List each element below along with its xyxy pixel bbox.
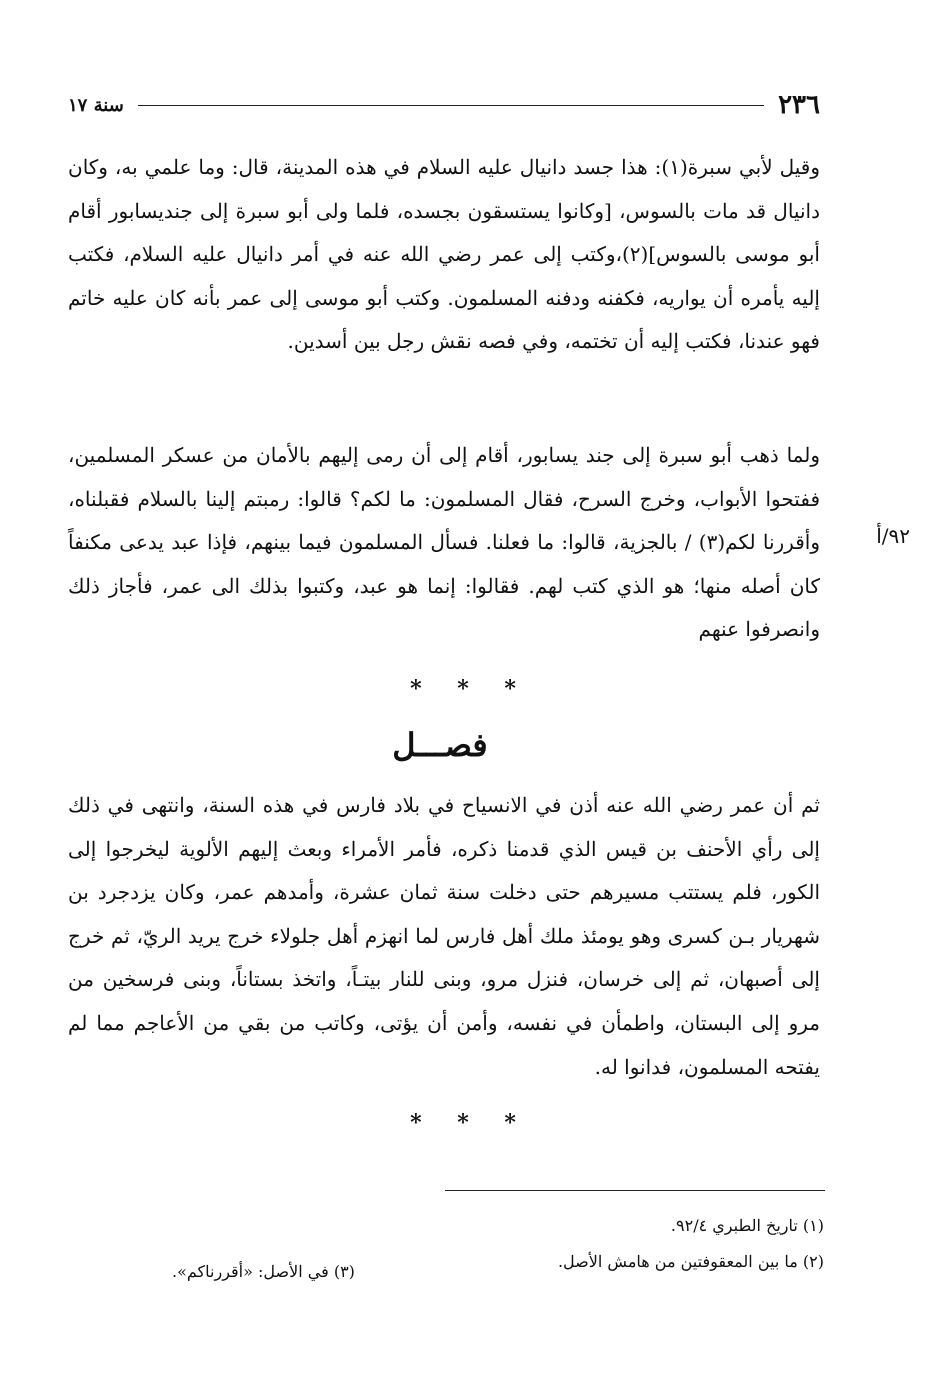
paragraph-insiyah: ثم أن عمر رضي الله عنه أذن في الانسياح في بلاد فارس في هذه السنة، وانتهى في ذلك إلى رأي الأحنف بن قيس الذي قدمنا ذكره، فأمر الأمراء وبعث إليهم الألوية ليخرجوا إلى الكور، فلم يستتب مسيرهم حتى دخلت سنة ثمان عشرة، وأمدهم عمر، وكان يزدجرد بن شهريار بـن كسرى وهو يومئذ ملك أهل فارس لما انهزم أهل جلولاء خرج يريد الريّ، ثم خرج إلى أصبهان، ثم إلى خرسان، فنزل مرو، وبنى للنار بيتـاً، واتخذ بستاناً، وبنى فرسخين من مرو إلى البستان، واطمأن في نفسه، وأمن أن يؤتى، وكاتب من بقي من الأعاجم مما لم يفتحه المسلمون، فدانوا له. xyxy=(68,793,820,1079)
footnote-3: (٣) في الأصل: «أقررناكم». xyxy=(172,1262,355,1281)
header-rule xyxy=(138,105,764,106)
footnote-2: (٢) ما بين المعقوفتين من هامش الأصل. xyxy=(557,1252,824,1271)
page-number: ٢٣٦ xyxy=(778,90,820,120)
running-head: سنة ١٧ xyxy=(68,94,124,116)
paragraph-jundisabur: ولما ذهب أبو سبرة إلى جند يسابور، أقام إلى أن رمى إليهم بالأمان من عسكر المسلمين، ففتحوا الأبواب، وخرج السرح، فقال المسلمون: ما لكم؟ قالوا: رمبتم إلينا بالسلام فقبلناه، وأقررنا لكم(٣) / بالجزية، قالوا: ما فعلنا. فسأل المسلمون فيما بينهم، فإذا عبد يدعى مكنفاً كان أصله منها؛ هو الذي كتب لهم. فقالوا: إنما هو عبد، وكتبوا بذلك الى عمر، فأجاز ذلك وانصرفوا عنهم xyxy=(68,443,820,642)
footnote-1: (١) تاريخ الطبري ٩٢/٤. xyxy=(670,1216,824,1235)
page-header xyxy=(68,88,820,122)
manuscript-folio-ref: ٩٢/أ xyxy=(876,524,910,548)
section-separator: * * * xyxy=(410,676,530,702)
footnote-rule xyxy=(445,1190,825,1191)
section-separator-2: * * * xyxy=(410,1110,530,1136)
section-heading: فصـــل xyxy=(392,726,488,764)
paragraph-danial: وقيل لأبي سبرة(١): هذا جسد دانيال عليه السلام في هذه المدينة، قال: وما علمي به، وكان دانيال قد مات بالسوس، [وكانوا يستسقون بجسده، فلما ولى أبو سبرة إلى جنديسابور أقام أبو موسى بالسوس](٢)،وكتب إلى عمر رضي الله عنه في أمر دانيال عليه السلام، فكتب إليه يأمره أن يواريه، فكفنه ودفنه المسلمون. وكتب أبو موسى إلى عمر بأنه كان عليه خاتم فهو عندنا، فكتب إليه أن تختمه، وفي فصه نقش رجل بين أسدين. xyxy=(68,155,820,354)
